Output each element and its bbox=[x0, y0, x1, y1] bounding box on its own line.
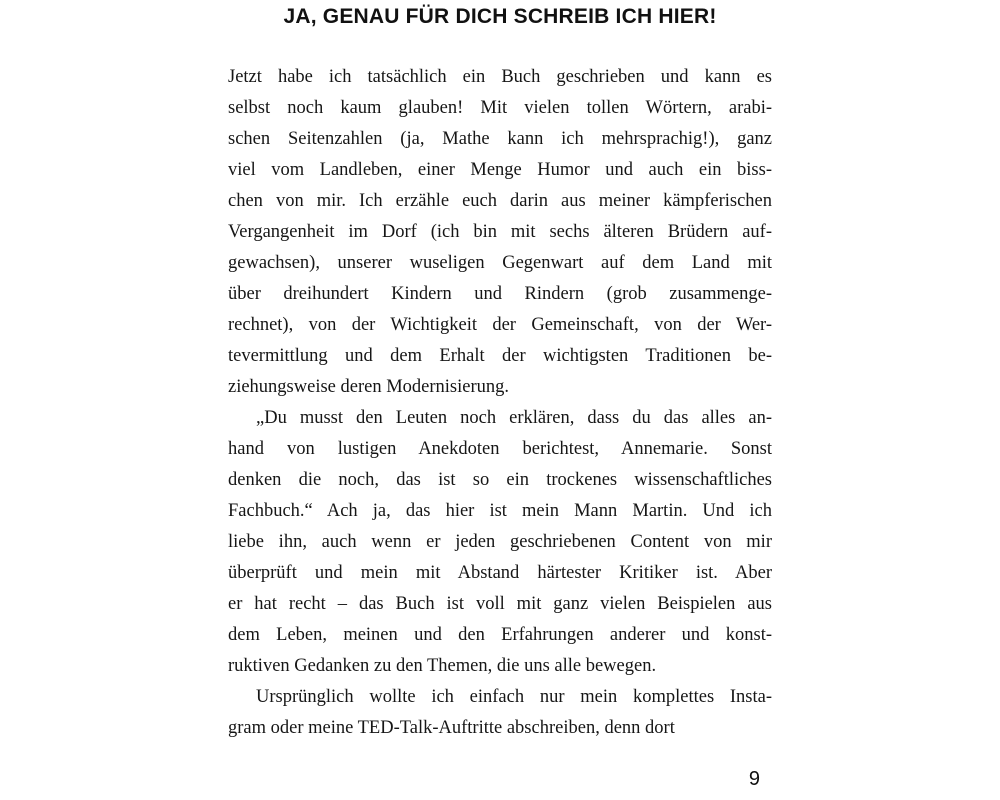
text-line: überprüft und mein mit Abstand härtester Kritiker ist. Aber bbox=[228, 563, 772, 583]
text-line: tevermittlung und dem Erhalt der wichtigsten Traditionen be- bbox=[228, 346, 772, 366]
text-line: ruktiven Gedanken zu den Themen, die uns alle bewegen. bbox=[228, 656, 657, 676]
body-text bbox=[228, 62, 772, 744]
text-line: schen Seitenzahlen (ja, Mathe kann ich mehrsprachig!), ganz bbox=[228, 129, 772, 149]
text-line: Ursprünglich wollte ich einfach nur mein komplettes Insta- bbox=[256, 687, 772, 707]
text-line: gewachsen), unserer wuseligen Gegenwart auf dem Land mit bbox=[228, 253, 772, 273]
text-line: Fachbuch.“ Ach ja, das hier ist mein Mann Martin. Und ich bbox=[228, 501, 772, 521]
text-line: chen von mir. Ich erzähle euch darin aus meiner kämpferischen bbox=[228, 191, 772, 211]
text-line: liebe ihn, auch wenn er jeden geschriebenen Content von mir bbox=[228, 532, 772, 552]
text-line: hand von lustigen Anekdoten berichtest, Annemarie. Sonst bbox=[228, 439, 772, 459]
chapter-title: JA, GENAU FÜR DICH SCHREIB ICH HIER! bbox=[283, 5, 717, 28]
text-line: ziehungsweise deren Modernisierung. bbox=[228, 377, 510, 397]
text-line: selbst noch kaum glauben! Mit vielen tollen Wörtern, arabi- bbox=[228, 98, 772, 118]
text-line: „Du musst den Leuten noch erklären, dass du das alles an- bbox=[256, 408, 772, 428]
text-line: dem Leben, meinen und den Erfahrungen anderer und konst- bbox=[228, 625, 772, 645]
page-number: 9 bbox=[748, 768, 760, 790]
text-line: er hat recht – das Buch ist voll mit ganz vielen Beispielen aus bbox=[228, 594, 772, 614]
text-line: gram oder meine TED-Talk-Auftritte abschreiben, denn dort bbox=[228, 718, 675, 738]
text-line: viel vom Landleben, einer Menge Humor und auch ein biss- bbox=[228, 160, 772, 180]
text-line: denken die noch, das ist so ein trockenes wissenschaftliches bbox=[228, 470, 772, 490]
text-line: über dreihundert Kindern und Rindern (grob zusammenge- bbox=[228, 284, 772, 304]
text-line: Vergangenheit im Dorf (ich bin mit sechs älteren Brüdern auf- bbox=[228, 222, 772, 242]
text-line: rechnet), von der Wichtigkeit der Gemeinschaft, von der Wer- bbox=[228, 315, 772, 335]
text-line: Jetzt habe ich tatsächlich ein Buch geschrieben und kann es bbox=[228, 67, 772, 87]
